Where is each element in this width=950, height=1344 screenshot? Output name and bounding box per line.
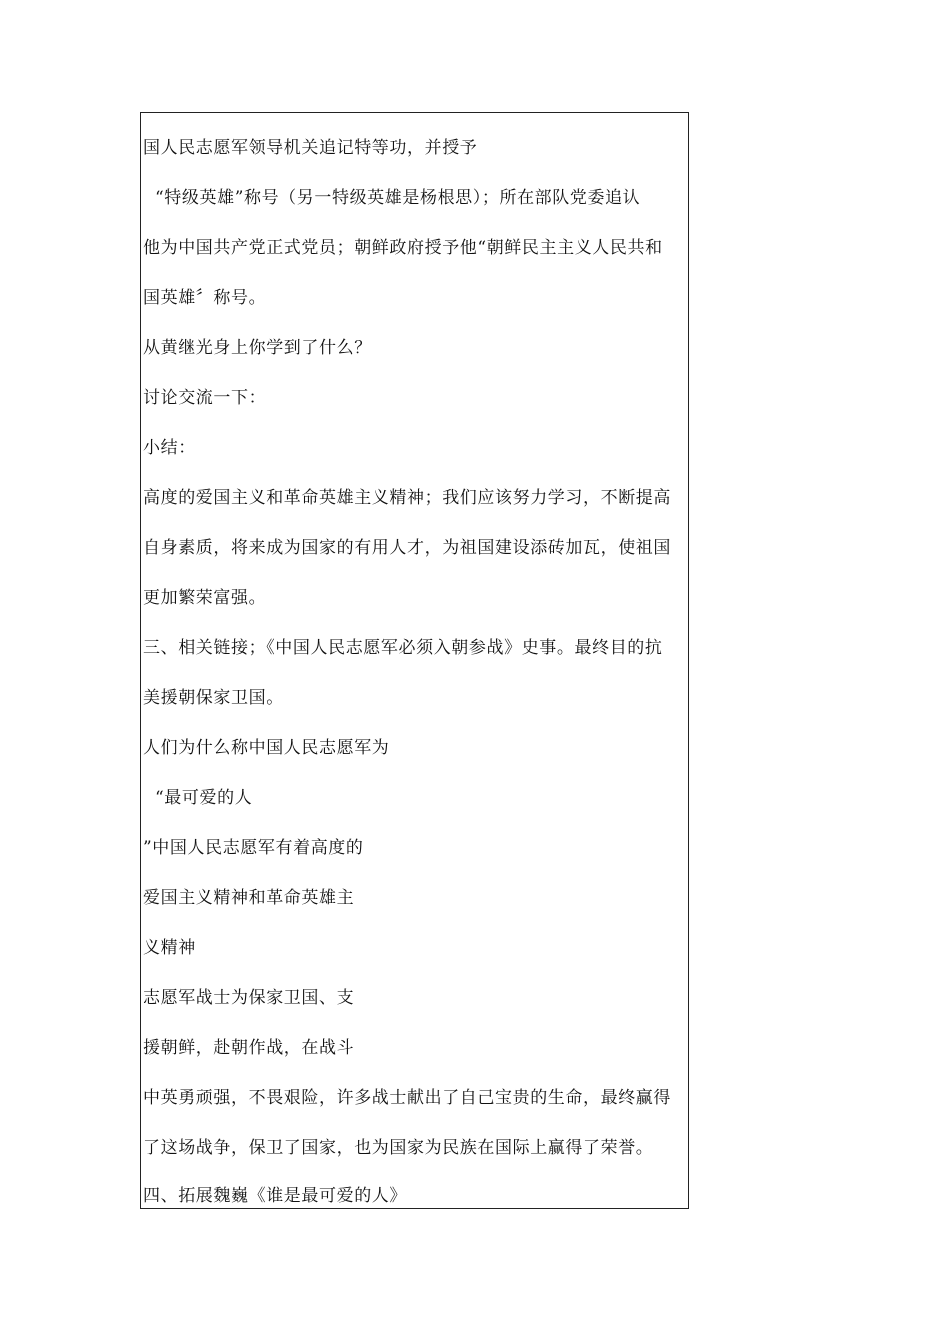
- text-line: 中英勇顽强，不畏艰险，许多战士献出了自己宝贵的生命，最终赢得: [143, 1088, 671, 1108]
- text-line: 高度的爱国主义和革命英雄主义精神；我们应该努力学习，不断提高: [143, 488, 671, 508]
- text-line: 国人民志愿军领导机关追记特等功，并授予: [143, 138, 478, 158]
- text-line: 更加繁荣富强。: [143, 588, 267, 608]
- text-line: 自身素质，将来成为国家的有用人才，为祖国建设添砖加瓦，使祖国: [143, 538, 671, 558]
- document-frame: [140, 112, 689, 1209]
- text-line: 讨论交流一下：: [143, 388, 267, 408]
- text-line: 四、拓展魏巍《谁是最可爱的人》: [143, 1186, 407, 1206]
- text-line: 志愿军战士为保家卫国、支: [143, 988, 355, 1008]
- text-line: “最可爱的人: [155, 788, 253, 808]
- text-line: 义精神: [143, 938, 196, 958]
- text-line: 美援朝保家卫国。: [143, 688, 284, 708]
- text-line: 援朝鲜，赴朝作战，在战斗: [143, 1038, 355, 1058]
- text-line: 国英雄〞称号。: [143, 288, 267, 308]
- text-line: 小结：: [143, 438, 196, 458]
- text-line: “特级英雄”称号（另一特级英雄是杨根思）；所在部队党委追认: [155, 188, 641, 208]
- text-line: ”中国人民志愿军有着高度的: [143, 838, 364, 858]
- text-line: 他为中国共产党正式党员；朝鲜政府授予他“朝鲜民主主义人民共和: [143, 238, 663, 258]
- text-line: 人们为什么称中国人民志愿军为: [143, 738, 390, 758]
- text-line: 三、相关链接；《中国人民志愿军必须入朝参战》史事。最终目的抗: [143, 638, 663, 658]
- text-line: 从黄继光身上你学到了什么？: [143, 338, 372, 358]
- text-line: 爱国主义精神和革命英雄主: [143, 888, 355, 908]
- text-line: 了这场战争，保卫了国家，也为国家为民族在国际上赢得了荣誉。: [143, 1138, 654, 1158]
